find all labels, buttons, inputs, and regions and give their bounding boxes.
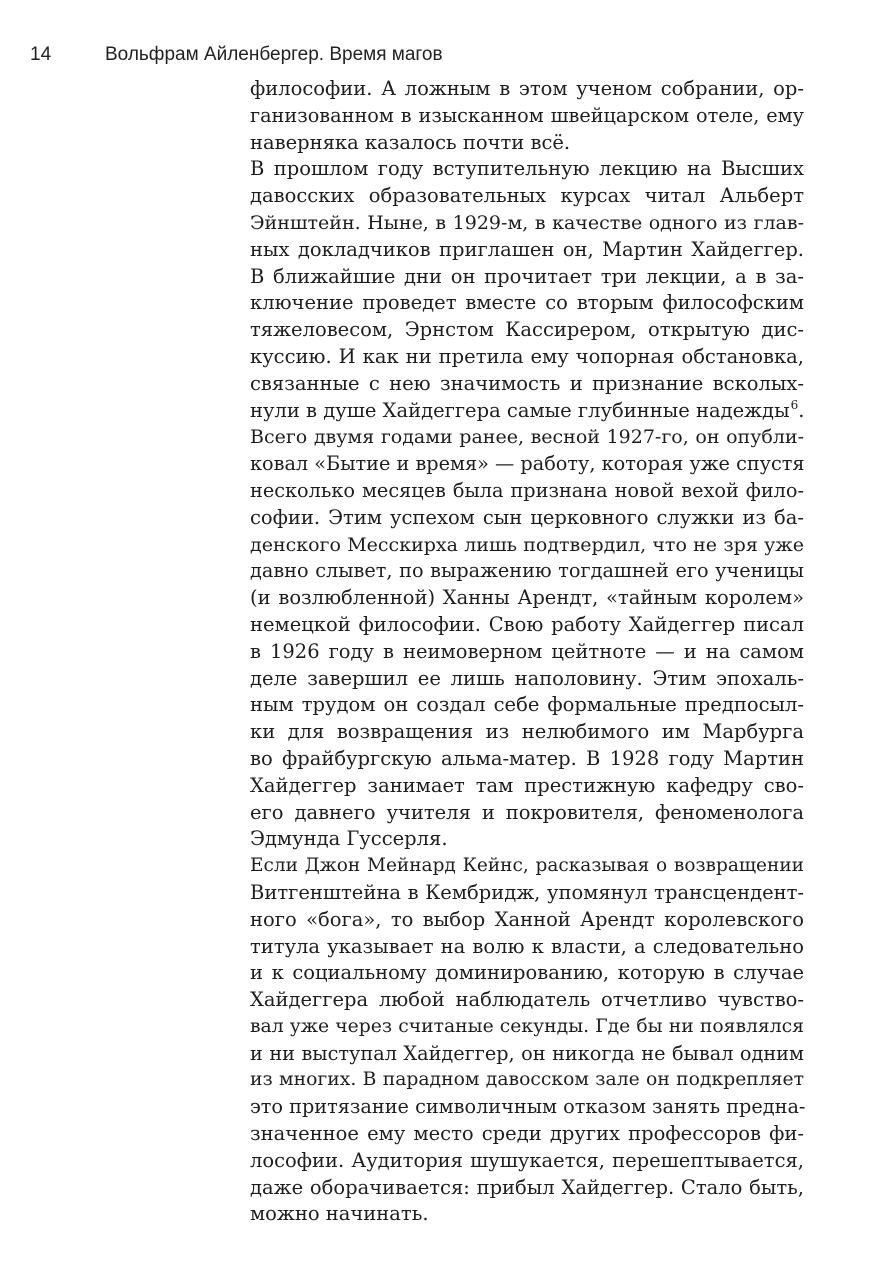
text-line-content: вал уже через считаные секунды. Где бы ни появлялся (250, 1015, 804, 1037)
text-line-content: ковал «Бытие и время» — работу, которая уже спустя (250, 452, 805, 476)
text-line (250, 1067, 804, 1094)
text-line-content: ганизованном в изысканном швейцарском отеле, ему (250, 103, 804, 127)
text-line-content: во фрайбургскую альма-матер. В 1928 году Мартин (250, 746, 804, 770)
text-line-content: философии. А ложным в этом ученом собрании, ор- (250, 77, 804, 100)
text-line (250, 344, 804, 371)
text-line-content: (и возлюбленной) Ханны Арендт, «тайным королем» (250, 586, 804, 610)
text-line-content: Витгенштейна в Кембридж, упомянул трансцендент- (250, 880, 804, 904)
text-line-content: даже оборачивается: прибыл Хайдеггер. Стало быть, (250, 1175, 804, 1199)
text-line (250, 960, 804, 987)
text-line (250, 800, 804, 827)
text-line-content: лософии. Аудитория шушукается, перешептывается, (250, 1148, 804, 1172)
text-line-content: можно начинать. (250, 1202, 429, 1226)
text-line-tail: . (798, 398, 805, 422)
text-line-content: нули в душе Хайдеггера самые глубинные надежды (250, 398, 790, 422)
text-line (250, 558, 804, 585)
text-line-content: софии. Этим успехом сын церковного служки из ба- (250, 505, 804, 529)
text-line-content: Эйнштейн. Ныне, в 1929-м, в качестве одного из глав- (250, 211, 804, 234)
text-line (250, 1094, 804, 1121)
text-line-content: денского Месскирха лишь подтвердил, что не зря уже (250, 533, 804, 556)
running-title: Вольфрам Айленбергер. Время магов (105, 44, 443, 65)
text-line (250, 532, 804, 559)
text-line (250, 156, 804, 183)
text-line-content: ным трудом он создал себе формальные предпосыл- (250, 693, 804, 717)
text-line (250, 237, 804, 264)
text-line (250, 130, 804, 157)
text-line (250, 210, 804, 237)
text-line (250, 398, 804, 425)
text-line-content: тяжеловесом, Эрнстом Кассирером, открытую дис- (250, 318, 804, 342)
text-line-content: ключение проведет вместе со вторым философским (250, 291, 804, 315)
text-line (250, 987, 804, 1014)
text-line (250, 424, 804, 451)
text-line-content: Эдмунда Гуссерля. (250, 827, 448, 851)
text-line-content: и ни выступал Хайдеггер, он никогда не бывал одним (250, 1041, 804, 1065)
text-line-content: значенное ему место среди других профессоров фи- (250, 1122, 804, 1146)
text-line-content: его давнего учителя и покровителя, феноменолога (250, 800, 804, 824)
text-line-content: наверняка казалось почти всё. (250, 130, 571, 154)
page-number: 14 (30, 44, 52, 65)
text-line-content: ки для возвращения из нелюбимого им Марбурга (250, 720, 804, 744)
text-line (250, 585, 804, 612)
text-line-content: деле завершил ее лишь наполовину. Этим эпохаль- (250, 666, 804, 690)
text-line (250, 853, 804, 880)
text-line-content: титула указывает на волю к власти, а следовательно (250, 934, 804, 958)
text-line (250, 612, 804, 639)
text-line-content: и к социальному доминированию, которую в случае (250, 961, 804, 985)
text-line-content: Если Джон Мейнард Кейнс, раcказывая о возвращении (250, 855, 804, 877)
text-line (250, 290, 804, 317)
text-line (250, 451, 804, 478)
text-line (250, 719, 804, 746)
text-line (250, 880, 804, 907)
text-line (250, 666, 804, 693)
text-line (250, 1148, 804, 1175)
text-line (250, 478, 804, 505)
text-line (250, 1121, 804, 1148)
text-line-content: ных докладчиков приглашен он, Мартин Хайдеггер. (250, 237, 804, 261)
text-line-content: В прошлом году вступительную лекцию на Высших (250, 157, 804, 181)
text-line (250, 371, 804, 398)
text-line-content: куссию. И как ни претила ему чопорная обстановка, (250, 344, 804, 368)
text-line (250, 76, 804, 103)
text-line (250, 1014, 804, 1041)
text-line (250, 907, 804, 934)
text-line (250, 934, 804, 961)
text-line-content: из многих. В парадном давосском зале он подкрепляет (250, 1069, 804, 1091)
text-line-content: Хайдеггера любой наблюдатель отчетливо чувство- (250, 988, 804, 1012)
text-line-content: немецкой философии. Свою работу Хайдеггер писал (250, 612, 804, 636)
text-line (250, 692, 804, 719)
text-line (250, 183, 804, 210)
text-line (250, 264, 804, 291)
text-line (250, 773, 804, 800)
body-text (250, 76, 804, 1228)
text-line-content: ного «бога», то выбор Ханной Арендт королевского (250, 907, 804, 931)
text-line (250, 1175, 804, 1202)
text-line-content: в 1926 году в неимоверном цейтноте — и на самом (250, 639, 804, 663)
text-line-content: Всего двумя годами ранее, весной 1927-го, он опубли- (250, 426, 804, 449)
text-line (250, 1041, 804, 1068)
text-line (250, 505, 804, 532)
text-line (250, 826, 804, 853)
text-line-content: В ближайшие дни он прочитает три лекции, а в за- (250, 264, 804, 288)
text-line-content: связанные с нею значимость и признание всколых- (250, 371, 804, 395)
text-line (250, 639, 804, 666)
text-line (250, 746, 804, 773)
text-line-content: Хайдеггер занимает там престижную кафедру сво- (250, 773, 804, 797)
running-head (30, 42, 835, 68)
text-line-content: это притязание символичным отказом занять предна- (250, 1095, 806, 1119)
text-line (250, 1201, 804, 1228)
text-line-content: давно слывет, по выражению тогдашней его ученицы (250, 559, 804, 583)
text-line-content: давосских образовательных курсах читал Альберт (250, 184, 804, 208)
text-line-content: несколько месяцев была признана новой вехой фило- (250, 478, 804, 502)
footnote-marker: 6 (790, 397, 799, 412)
text-line (250, 317, 804, 344)
text-line (250, 103, 804, 130)
